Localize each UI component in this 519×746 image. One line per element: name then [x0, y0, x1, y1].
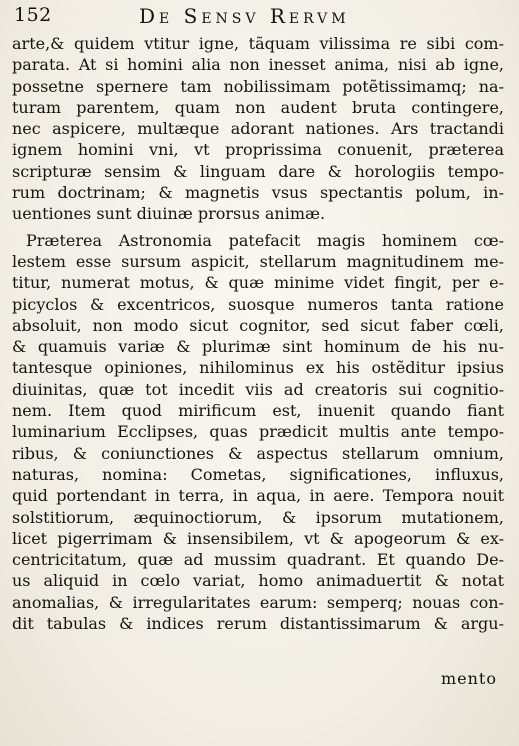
running-title: De Sensv Rervm — [139, 4, 350, 28]
paragraph-1 — [12, 33, 504, 225]
text-line: uentiones sunt diuinæ prorsus animæ. — [12, 204, 326, 224]
text-line: arte,& quidem vtitur igne, tãquam vilissima re sibi com- — [12, 34, 504, 53]
text-line: solstitiorum, æquinoctiorum, & ipsorum mutationem, — [12, 507, 504, 527]
text-line: luminarium Ecclipses, quas prædicit multis ante tempo- — [12, 422, 504, 442]
page-header — [14, 4, 504, 34]
text-line: possetne spernere tam nobilissimam potẽtissimamq; na- — [12, 76, 504, 96]
text-line: turam parentem, quam non audent bruta contingere, — [12, 97, 504, 117]
text-line: dit tabulas & indices rerum distantissimarum & argu- — [12, 614, 504, 634]
text-line: lestem esse sursum aspicit, stellarum magnitudinem me- — [12, 251, 504, 271]
text-line: ribus, & coniunctiones & aspectus stellarum omnium, — [12, 443, 504, 463]
text-line: us aliquid in cœlo variat, homo animaduertit & notat — [12, 571, 504, 591]
text-line: nem. Item quod mirificum est, inuenit quando fiant — [12, 401, 504, 421]
text-line: absoluit, non modo sicut cognitor, sed sicut faber cœli, — [12, 315, 504, 335]
page-number: 152 — [14, 4, 52, 26]
text-line: diuinitas, quæ tot incedit viis ad creatoris sui cognitio- — [12, 379, 504, 399]
text-line: scripturæ sensim & linguam dare & horologiis tempo- — [12, 161, 504, 181]
text-line: nec aspicere, multæque adorant nationes. Ars tractandi — [12, 119, 504, 139]
paragraph-2 — [12, 230, 504, 635]
text-line: Præterea Astronomia patefacit magis hominem cœ- — [26, 230, 504, 250]
catchword: mento — [440, 669, 497, 688]
text-line: parata. At si homini alia non inesset anima, nisi ab igne, — [12, 55, 504, 75]
text-line: naturas, nomina: Cometas, significationes, influxus, — [12, 464, 504, 484]
text-line: quid portendant in terra, in aqua, in aere. Tempora nouit — [12, 486, 504, 506]
text-line: titur, numerat motus, & quæ minime videt fingit, per e- — [12, 273, 504, 293]
text-line: tantesque opiniones, nihilominus ex his ostẽditur ipsius — [12, 358, 504, 378]
text-line: rum doctrinam; & magnetis vsus spectantis polum, in- — [12, 183, 504, 203]
text-line: centricitatum, quæ ad mussim quadrant. Et quando De- — [12, 550, 504, 570]
text-line: anomalias, & irregularitates earum: semperq; nouas con- — [12, 592, 504, 612]
text-line: ignem homini vni, vt proprissima conuenit, præterea — [12, 140, 504, 160]
text-line: & quamuis variæ & plurimæ sint hominum de his nu- — [12, 337, 504, 357]
text-line: picyclos & excentricos, suosque numeros tanta ratione — [12, 294, 504, 314]
text-block — [12, 33, 504, 634]
text-line: licet pigerrimam & insensibilem, vt & apogeorum & ex- — [12, 528, 504, 548]
